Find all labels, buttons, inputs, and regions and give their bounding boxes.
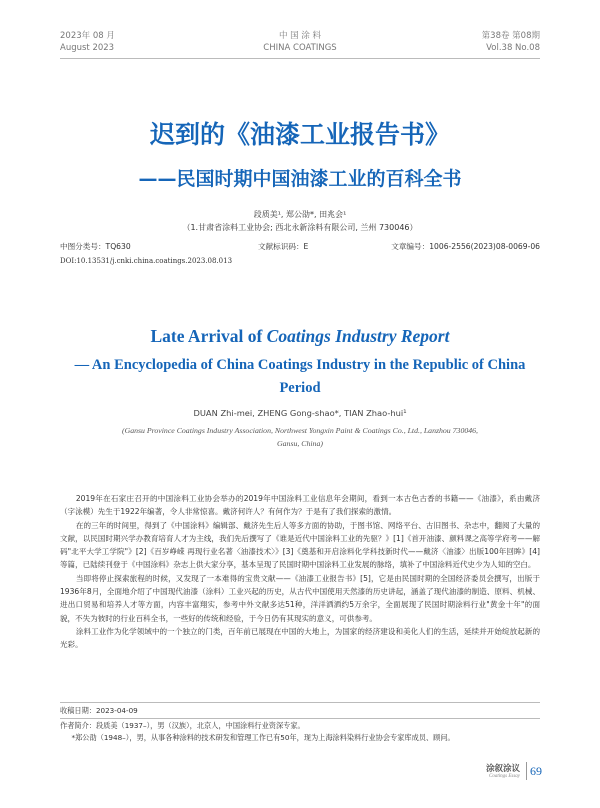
footnote-inner-rule [60,718,540,719]
title-en-main-italic: Coatings Industry Report [266,326,450,346]
author-bio: 作者简介：段质美（1937–），男（汉族），北京人，中国涂料行业资深专家。 [60,720,305,730]
title-en-main-prefix: Late Arrival of [150,326,267,346]
body-paragraph: 2019年在石家庄召开的中国涂料工业协会举办的2019年中国涂料工业信息年会期间，看到一本古色古香的书籍——《油漆》，系由戴济（字泳模）先生于1922年编著，令人非常惊喜。戴济何许人？有何作为？于是有了我们探索的激情。 [60,494,540,517]
received-date: 收稿日期：2023-04-09 [60,706,138,715]
journal-name-cn: 中 国 涂 料 [278,31,322,41]
title-en-main [60,326,540,347]
footnotes [60,705,540,745]
body-text [60,492,540,652]
article-number: 文章编号：1006-2556(2023)08-0069-06 [391,242,540,251]
brand-divider [526,762,527,780]
authors-en: DUAN Zhi-mei, ZHENG Gong-shao*, TIAN Zhao-hui¹ [193,408,407,418]
column-name-en: Coatings Essay [489,774,520,779]
title-cn-subtitle: ——民国时期中国油漆工业的百科全书 [138,168,462,190]
title-cn-main: 迟到的《油漆工业报告书》 [149,120,450,149]
header-date-cn: 2023年 08 月 [60,31,115,41]
affiliation-cn: （1.甘肃省涂料工业协会; 西北永新涂料有限公司, 兰州 730046） [182,223,418,232]
corresponding-author: *郑公劭（1948–），男，从事各种涂料的技术研发和管理工作已有50年，现为上海涂料染料行业协会专家库成员、顾问。 [71,733,455,742]
title-en-subtitle: — An Encyclopedia of China Coatings Industry in the Republic of China Period [74,357,526,396]
header-right [482,30,540,54]
volume-issue-en: Vol.38 No.08 [486,43,540,53]
footnote-rule [60,702,540,703]
authors-cn: 段质美¹, 郑公劭*, 田兆会¹ [253,210,347,219]
body-paragraph: 涂料工业作为化学领域中的一个独立的门类，百年前已展现在中国的大地上，为国家的经济建设和美化人们的生活，延续并开始绽放起新的光彩。 [60,626,540,650]
page-number: 69 [530,764,542,778]
body-paragraph: 当即将停止探索旅程的时候，又发现了一本难得的宝贵文献——《油漆工业报告书》[5]，它是由民国时期的全国经济委员会撰写，出版于1936年8月，全面地介绍了中国现代油漆（涂料）工业兴起的历史，从古代中国使用天然漆的历史讲起，涵盖了现代油漆的制造、原料、机械、进出口贸易和培养人才等方面，内容丰富翔实，参考中外文献多达51种，洋洋洒洒约5万余字，全面展现了民国时期涂料行业"黄金十年"的面貌，不失为彼时的行业百科全书，一些好的传统和经验，于今日仍有其现实的意义，可供参考。 [60,573,540,623]
journal-name-en: CHINA COATINGS [263,43,337,53]
header-rule [60,58,540,59]
column-brand [486,762,520,779]
affiliation-en: (Gansu Province Coatings Industry Association, Northwest Yongxin Paint & Coatings Co., Ltd., Lanzhou 730046, Gansu, China) [121,426,478,448]
column-name: 涂叙涂议 [485,764,520,774]
volume-issue-cn: 第38卷 第08期 [481,31,540,41]
doi: DOI:10.13531/j.cnki.china.coatings.2023.08.013 [60,257,233,265]
header-date-en: August 2023 [60,43,115,53]
document-code: 文献标识码：E [258,242,309,251]
body-paragraph: 在的三年的时间里，得到了《中国涂料》编辑部、戴济先生后人等多方面的协助，于图书馆、网络平台、古旧图书、杂志中，翻阅了大量的文献，以民国时期兴学办教育培育人才为主线，我们先后撰写了《谁是近代中国涂料工业的先驱？》[1]《首开油漆、颜料课之高等学府考——解码"北平大学工学院"》[2]《百岁峥嵘 再现行业名著〈油漆技术〉》[3]《奠基和开启涂料化学科技新时代——戴济〈油漆〉出版100年回眸》[4]等篇，已陆续刊登于《中国涂料》杂志上供大家分享，基本呈现了民国时期中国涂料工业发展的脉络，填补了中国涂料近代史少为人知的空白。 [60,520,540,570]
clc-number: 中图分类号：TQ630 [60,242,131,251]
